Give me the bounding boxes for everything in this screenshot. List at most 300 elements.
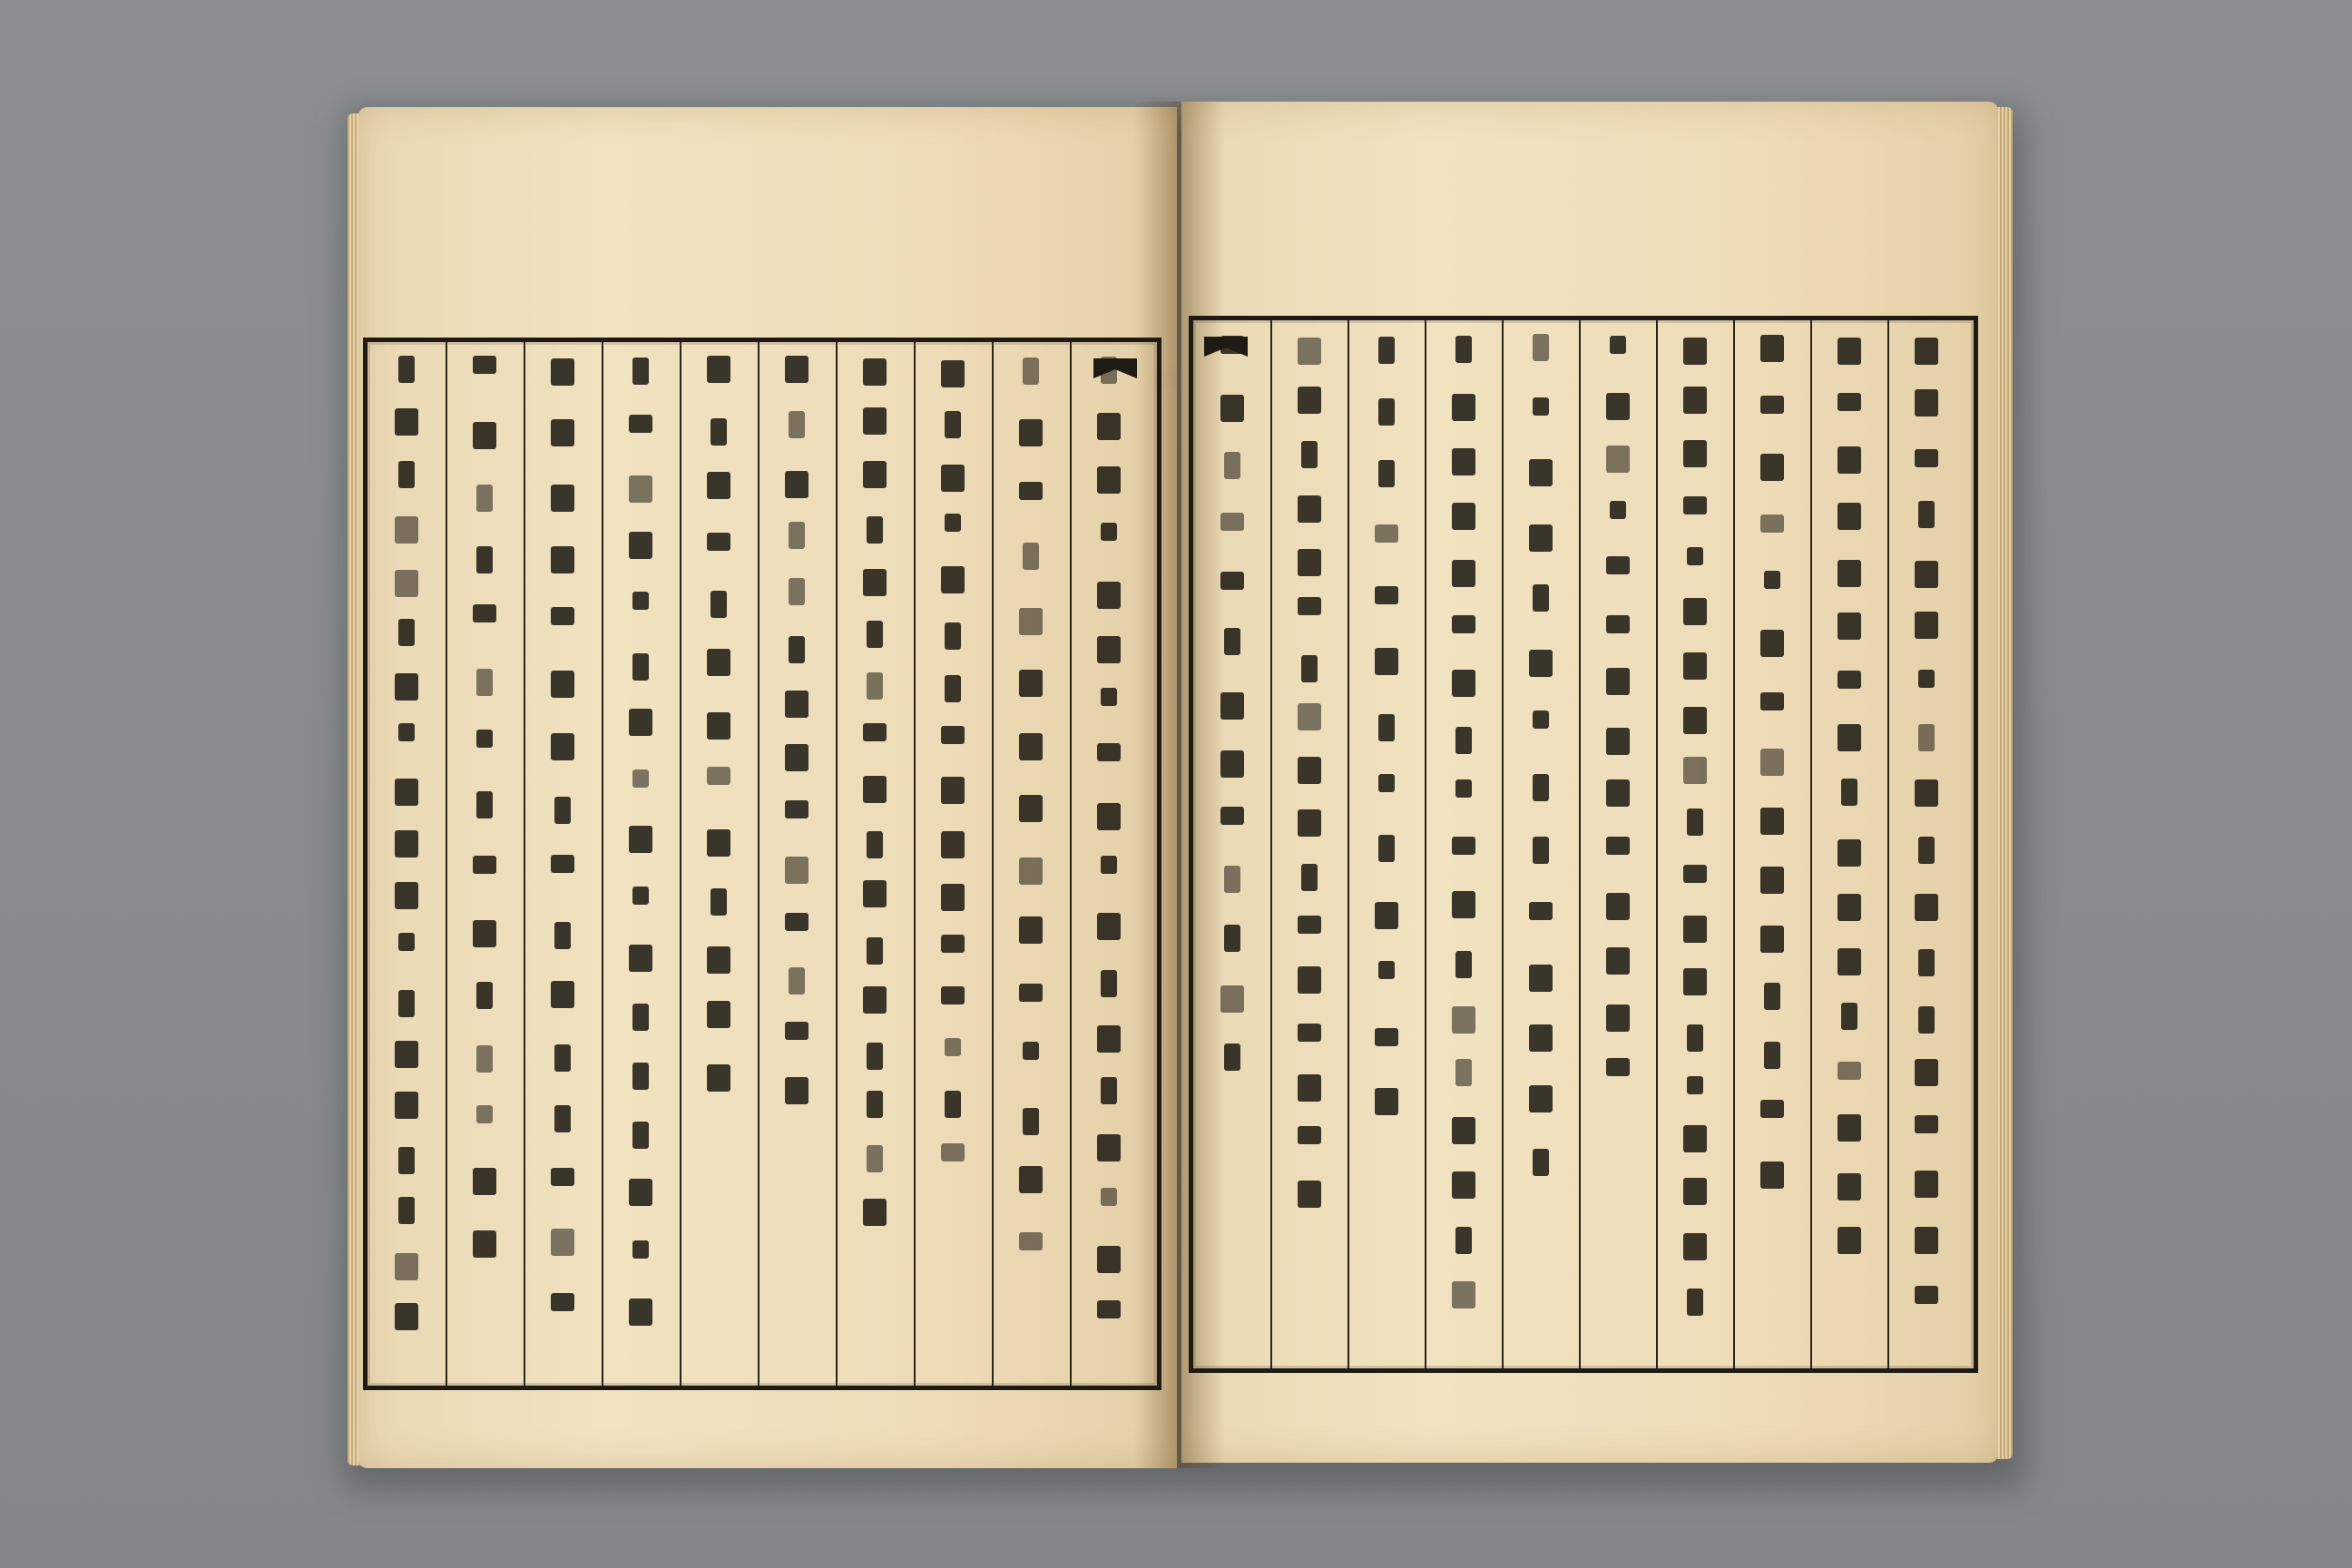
glyph-mark bbox=[1220, 692, 1244, 720]
glyph-mark bbox=[1101, 970, 1117, 997]
glyph-mark bbox=[1101, 856, 1117, 874]
glyph-mark bbox=[863, 569, 887, 596]
glyph-mark bbox=[1019, 608, 1043, 635]
glyph-mark bbox=[1529, 965, 1553, 992]
glyph-mark bbox=[1019, 670, 1043, 697]
glyph-mark bbox=[632, 358, 649, 385]
glyph-mark bbox=[1019, 733, 1043, 760]
glyph-mark bbox=[1452, 891, 1475, 918]
glyph-mark bbox=[1101, 1188, 1117, 1206]
glyph-mark bbox=[1220, 807, 1244, 825]
text-column bbox=[1760, 333, 1784, 1347]
glyph-mark bbox=[551, 855, 574, 873]
glyph-mark bbox=[941, 884, 965, 911]
column-rule bbox=[836, 342, 838, 1386]
column-rule bbox=[1810, 320, 1812, 1368]
glyph-mark bbox=[1378, 398, 1395, 426]
glyph-mark bbox=[1683, 598, 1707, 625]
glyph-mark bbox=[398, 933, 415, 951]
glyph-mark bbox=[1452, 1117, 1475, 1144]
glyph-mark bbox=[1455, 1227, 1472, 1254]
glyph-mark bbox=[1452, 503, 1475, 530]
glyph-mark bbox=[473, 1230, 496, 1258]
glyph-mark bbox=[1378, 460, 1395, 487]
glyph-mark bbox=[1101, 688, 1117, 706]
glyph-mark bbox=[473, 422, 496, 449]
glyph-mark bbox=[1838, 446, 1861, 474]
glyph-mark bbox=[1915, 1115, 1938, 1133]
glyph-mark bbox=[1019, 419, 1043, 446]
glyph-mark bbox=[1452, 394, 1475, 421]
text-column bbox=[785, 355, 808, 1364]
glyph-mark bbox=[1760, 867, 1784, 894]
glyph-mark bbox=[863, 880, 887, 907]
glyph-mark bbox=[1915, 338, 1938, 365]
glyph-mark bbox=[1915, 389, 1938, 416]
glyph-mark bbox=[1683, 916, 1707, 943]
glyph-mark bbox=[1683, 1178, 1707, 1205]
glyph-mark bbox=[551, 671, 574, 698]
glyph-mark bbox=[629, 1179, 652, 1206]
glyph-mark bbox=[1019, 1232, 1043, 1250]
glyph-mark bbox=[1915, 1286, 1938, 1304]
column-rule bbox=[1733, 320, 1735, 1368]
glyph-mark bbox=[945, 514, 961, 532]
glyph-mark bbox=[1683, 387, 1707, 414]
glyph-mark bbox=[1019, 482, 1043, 500]
glyph-mark bbox=[789, 636, 805, 663]
glyph-mark bbox=[1533, 837, 1549, 864]
right-text-block bbox=[1189, 316, 1978, 1373]
glyph-mark bbox=[395, 882, 418, 909]
glyph-mark bbox=[1452, 448, 1475, 475]
glyph-mark bbox=[1023, 543, 1039, 570]
text-column bbox=[551, 355, 574, 1364]
glyph-mark bbox=[867, 1043, 883, 1070]
glyph-mark bbox=[863, 986, 887, 1014]
glyph-mark bbox=[707, 946, 730, 974]
column-rule bbox=[1348, 320, 1349, 1368]
glyph-mark bbox=[1224, 925, 1240, 952]
glyph-mark bbox=[941, 360, 965, 387]
left-center-column bbox=[1097, 355, 1121, 1364]
glyph-mark bbox=[1683, 338, 1707, 365]
glyph-mark bbox=[1298, 809, 1321, 837]
glyph-mark bbox=[473, 604, 496, 622]
glyph-mark bbox=[863, 358, 887, 386]
glyph-mark bbox=[1097, 582, 1121, 609]
glyph-mark bbox=[1298, 1126, 1321, 1144]
glyph-mark bbox=[1019, 1166, 1043, 1193]
glyph-mark bbox=[1529, 459, 1553, 486]
glyph-mark bbox=[395, 1041, 418, 1068]
text-column bbox=[1452, 333, 1475, 1347]
glyph-mark bbox=[1764, 983, 1780, 1010]
glyph-mark bbox=[1298, 916, 1321, 934]
glyph-mark bbox=[945, 1038, 961, 1056]
glyph-mark bbox=[554, 1044, 571, 1072]
glyph-mark bbox=[629, 415, 652, 433]
glyph-mark bbox=[1764, 571, 1780, 589]
glyph-mark bbox=[941, 1143, 965, 1161]
glyph-mark bbox=[1533, 710, 1549, 729]
glyph-mark bbox=[1023, 1042, 1039, 1060]
glyph-mark bbox=[707, 649, 730, 676]
glyph-mark bbox=[1455, 779, 1472, 798]
glyph-mark bbox=[1915, 1227, 1938, 1254]
glyph-mark bbox=[632, 1063, 649, 1090]
glyph-mark bbox=[1452, 615, 1475, 633]
column-rule bbox=[1502, 320, 1504, 1368]
glyph-mark bbox=[1452, 837, 1475, 855]
glyph-mark bbox=[554, 797, 571, 824]
glyph-mark bbox=[785, 913, 808, 931]
text-column bbox=[863, 355, 887, 1364]
glyph-mark bbox=[789, 967, 805, 995]
glyph-mark bbox=[1375, 902, 1398, 929]
glyph-mark bbox=[1452, 1281, 1475, 1308]
glyph-mark bbox=[867, 516, 883, 544]
glyph-mark bbox=[551, 607, 574, 625]
glyph-mark bbox=[1760, 630, 1784, 657]
glyph-mark bbox=[1915, 894, 1938, 921]
glyph-mark bbox=[707, 1064, 730, 1092]
glyph-mark bbox=[707, 356, 730, 383]
glyph-mark bbox=[1764, 1042, 1780, 1069]
glyph-mark bbox=[476, 982, 493, 1009]
glyph-mark bbox=[476, 546, 493, 573]
glyph-mark bbox=[1529, 902, 1553, 920]
glyph-mark bbox=[1301, 655, 1318, 682]
glyph-mark bbox=[1097, 803, 1121, 830]
glyph-mark bbox=[632, 1122, 649, 1149]
glyph-mark bbox=[1841, 1003, 1857, 1030]
glyph-mark bbox=[707, 712, 730, 740]
glyph-mark bbox=[1375, 1088, 1398, 1115]
glyph-mark bbox=[632, 1240, 649, 1259]
text-column bbox=[1529, 333, 1553, 1347]
glyph-mark bbox=[941, 831, 965, 858]
glyph-mark bbox=[785, 471, 808, 498]
glyph-mark bbox=[1915, 1171, 1938, 1198]
glyph-mark bbox=[785, 744, 808, 771]
glyph-mark bbox=[1378, 774, 1395, 792]
glyph-mark bbox=[395, 408, 418, 436]
glyph-mark bbox=[1683, 440, 1707, 467]
glyph-mark bbox=[1533, 774, 1549, 801]
glyph-mark bbox=[395, 1092, 418, 1119]
glyph-mark bbox=[1683, 707, 1707, 734]
glyph-mark bbox=[1298, 966, 1321, 994]
glyph-mark bbox=[863, 1199, 887, 1226]
glyph-mark bbox=[1760, 514, 1784, 533]
glyph-mark bbox=[1606, 615, 1630, 633]
glyph-mark bbox=[1760, 396, 1784, 414]
glyph-mark bbox=[941, 465, 965, 492]
glyph-mark bbox=[1687, 1024, 1703, 1052]
glyph-mark bbox=[1529, 1085, 1553, 1112]
glyph-mark bbox=[1529, 650, 1553, 677]
glyph-mark bbox=[395, 830, 418, 858]
glyph-mark bbox=[1760, 749, 1784, 776]
glyph-mark bbox=[1606, 893, 1630, 920]
glyph-mark bbox=[551, 419, 574, 446]
glyph-mark bbox=[1301, 864, 1318, 891]
glyph-mark bbox=[1838, 503, 1861, 530]
glyph-mark bbox=[1097, 913, 1121, 940]
glyph-mark bbox=[551, 358, 574, 386]
glyph-mark bbox=[863, 723, 887, 741]
glyph-mark bbox=[1760, 926, 1784, 953]
glyph-mark bbox=[789, 578, 805, 605]
column-rule bbox=[1887, 320, 1889, 1368]
glyph-mark bbox=[785, 356, 808, 383]
glyph-mark bbox=[1838, 1173, 1861, 1200]
glyph-mark bbox=[476, 730, 493, 748]
glyph-mark bbox=[867, 1091, 883, 1118]
glyph-mark bbox=[1683, 1125, 1707, 1152]
glyph-mark bbox=[1378, 961, 1395, 979]
glyph-mark bbox=[629, 532, 652, 559]
glyph-mark bbox=[1683, 652, 1707, 680]
glyph-mark bbox=[1220, 750, 1244, 778]
glyph-mark bbox=[1455, 727, 1472, 754]
glyph-mark bbox=[1101, 523, 1117, 541]
glyph-mark bbox=[1097, 466, 1121, 494]
column-rule bbox=[758, 342, 760, 1386]
column-rule bbox=[1425, 320, 1426, 1368]
glyph-mark bbox=[1610, 501, 1626, 519]
glyph-mark bbox=[1298, 597, 1321, 615]
glyph-mark bbox=[1915, 561, 1938, 588]
glyph-mark bbox=[551, 546, 574, 573]
glyph-mark bbox=[1838, 1227, 1861, 1254]
column-rule bbox=[524, 342, 525, 1386]
glyph-mark bbox=[1375, 1028, 1398, 1046]
glyph-mark bbox=[867, 621, 883, 648]
glyph-mark bbox=[1378, 714, 1395, 741]
glyph-mark bbox=[395, 673, 418, 701]
right-center-column bbox=[1220, 333, 1244, 1347]
glyph-mark bbox=[1838, 671, 1861, 689]
glyph-mark bbox=[1224, 866, 1240, 893]
glyph-mark bbox=[1838, 338, 1861, 365]
glyph-mark bbox=[789, 522, 805, 549]
text-column bbox=[629, 355, 652, 1364]
glyph-mark bbox=[1760, 335, 1784, 362]
glyph-mark bbox=[1023, 358, 1039, 385]
glyph-mark bbox=[1760, 692, 1784, 710]
glyph-mark bbox=[398, 990, 415, 1017]
column-rule bbox=[446, 342, 447, 1386]
glyph-mark bbox=[863, 407, 887, 435]
glyph-mark bbox=[785, 1077, 808, 1104]
glyph-mark bbox=[1918, 501, 1935, 528]
glyph-mark bbox=[1529, 524, 1553, 552]
glyph-mark bbox=[1533, 1149, 1549, 1176]
text-column bbox=[473, 355, 496, 1364]
glyph-mark bbox=[941, 935, 965, 953]
glyph-mark bbox=[1687, 547, 1703, 565]
glyph-mark bbox=[1298, 703, 1321, 730]
glyph-mark bbox=[1918, 670, 1935, 688]
glyph-mark bbox=[1224, 452, 1240, 479]
glyph-mark bbox=[1023, 1108, 1039, 1135]
glyph-mark bbox=[1378, 835, 1395, 862]
glyph-mark bbox=[476, 1105, 493, 1123]
glyph-mark bbox=[785, 1022, 808, 1040]
glyph-mark bbox=[1097, 413, 1121, 440]
glyph-mark bbox=[1683, 968, 1707, 995]
glyph-mark bbox=[554, 1105, 571, 1132]
glyph-mark bbox=[1452, 560, 1475, 587]
glyph-mark bbox=[1298, 495, 1321, 523]
glyph-mark bbox=[1220, 513, 1244, 531]
glyph-mark bbox=[1838, 1062, 1861, 1080]
glyph-mark bbox=[1533, 584, 1549, 612]
glyph-mark bbox=[1683, 865, 1707, 883]
glyph-mark bbox=[632, 887, 649, 905]
glyph-mark bbox=[867, 672, 883, 700]
glyph-mark bbox=[395, 779, 418, 806]
glyph-mark bbox=[941, 566, 965, 593]
glyph-mark bbox=[1455, 336, 1472, 363]
glyph-mark bbox=[1760, 1161, 1784, 1189]
glyph-mark bbox=[629, 826, 652, 853]
glyph-mark bbox=[395, 1253, 418, 1280]
column-rule bbox=[1579, 320, 1581, 1368]
glyph-mark bbox=[476, 485, 493, 512]
glyph-mark bbox=[1298, 338, 1321, 365]
glyph-mark bbox=[1606, 947, 1630, 975]
glyph-mark bbox=[551, 1168, 574, 1186]
glyph-mark bbox=[1606, 393, 1630, 420]
glyph-mark bbox=[1687, 808, 1703, 836]
glyph-mark bbox=[398, 356, 415, 383]
glyph-mark bbox=[473, 1168, 496, 1195]
glyph-mark bbox=[710, 888, 727, 916]
glyph-mark bbox=[1220, 572, 1244, 590]
text-column bbox=[1298, 333, 1321, 1347]
glyph-mark bbox=[632, 769, 649, 788]
text-column bbox=[1606, 333, 1630, 1347]
text-column bbox=[1838, 333, 1861, 1347]
glyph-mark bbox=[1452, 670, 1475, 697]
glyph-mark bbox=[863, 776, 887, 803]
text-column bbox=[707, 355, 730, 1364]
glyph-mark bbox=[1915, 1059, 1938, 1086]
glyph-mark bbox=[1019, 916, 1043, 944]
glyph-mark bbox=[1224, 628, 1240, 655]
glyph-mark bbox=[941, 777, 965, 804]
left-text-block bbox=[363, 338, 1161, 1390]
glyph-mark bbox=[1298, 387, 1321, 414]
glyph-mark bbox=[1606, 779, 1630, 807]
glyph-mark bbox=[1918, 1006, 1935, 1034]
glyph-mark bbox=[551, 1293, 574, 1311]
text-column bbox=[395, 355, 418, 1364]
glyph-mark bbox=[707, 829, 730, 857]
glyph-mark bbox=[632, 592, 649, 610]
glyph-mark bbox=[398, 1197, 415, 1224]
glyph-mark bbox=[1097, 743, 1121, 761]
glyph-mark bbox=[1097, 1025, 1121, 1053]
glyph-mark bbox=[1838, 724, 1861, 751]
glyph-mark bbox=[1918, 837, 1935, 864]
glyph-mark bbox=[476, 669, 493, 696]
glyph-mark bbox=[1019, 984, 1043, 1002]
glyph-mark bbox=[632, 653, 649, 681]
glyph-mark bbox=[551, 981, 574, 1008]
glyph-mark bbox=[554, 922, 571, 949]
glyph-mark bbox=[1683, 1233, 1707, 1260]
glyph-mark bbox=[1298, 1074, 1321, 1102]
glyph-mark bbox=[867, 937, 883, 965]
column-rule bbox=[1270, 320, 1272, 1368]
glyph-mark bbox=[1606, 728, 1630, 755]
glyph-mark bbox=[707, 472, 730, 499]
glyph-mark bbox=[867, 831, 883, 858]
glyph-mark bbox=[1375, 524, 1398, 543]
glyph-mark bbox=[1915, 612, 1938, 639]
glyph-mark bbox=[1455, 1059, 1472, 1086]
glyph-mark bbox=[1838, 948, 1861, 975]
glyph-mark bbox=[1683, 496, 1707, 514]
glyph-mark bbox=[473, 356, 496, 374]
glyph-mark bbox=[945, 1091, 961, 1118]
glyph-mark bbox=[1606, 1058, 1630, 1076]
glyph-mark bbox=[629, 475, 652, 503]
glyph-mark bbox=[398, 461, 415, 488]
glyph-mark bbox=[1918, 949, 1935, 976]
text-column bbox=[1683, 333, 1707, 1347]
glyph-mark bbox=[1915, 779, 1938, 807]
glyph-mark bbox=[473, 856, 496, 874]
glyph-mark bbox=[1606, 556, 1630, 574]
glyph-mark bbox=[707, 1001, 730, 1028]
glyph-mark bbox=[1606, 1004, 1630, 1032]
glyph-mark bbox=[941, 726, 965, 744]
glyph-mark bbox=[632, 1004, 649, 1031]
glyph-mark bbox=[710, 418, 727, 446]
glyph-mark bbox=[476, 1045, 493, 1073]
glyph-mark bbox=[1760, 808, 1784, 835]
glyph-mark bbox=[395, 1303, 418, 1330]
glyph-mark bbox=[1220, 395, 1244, 422]
glyph-mark bbox=[1298, 1024, 1321, 1042]
glyph-mark bbox=[785, 857, 808, 884]
glyph-mark bbox=[1298, 549, 1321, 576]
glyph-mark bbox=[398, 1147, 415, 1174]
glyph-mark bbox=[1019, 858, 1043, 885]
column-rule bbox=[1656, 320, 1658, 1368]
glyph-mark bbox=[1610, 336, 1626, 354]
text-column bbox=[941, 355, 965, 1364]
glyph-mark bbox=[1529, 1024, 1553, 1052]
glyph-mark bbox=[867, 1145, 883, 1172]
glyph-mark bbox=[629, 709, 652, 736]
glyph-mark bbox=[710, 591, 727, 618]
glyph-mark bbox=[1097, 1246, 1121, 1273]
glyph-mark bbox=[1838, 1114, 1861, 1142]
glyph-mark bbox=[395, 570, 418, 597]
glyph-mark bbox=[1606, 837, 1630, 855]
glyph-mark bbox=[1455, 951, 1472, 978]
glyph-mark bbox=[1101, 1077, 1117, 1104]
glyph-mark bbox=[1220, 985, 1244, 1013]
glyph-mark bbox=[551, 485, 574, 512]
glyph-mark bbox=[945, 675, 961, 702]
